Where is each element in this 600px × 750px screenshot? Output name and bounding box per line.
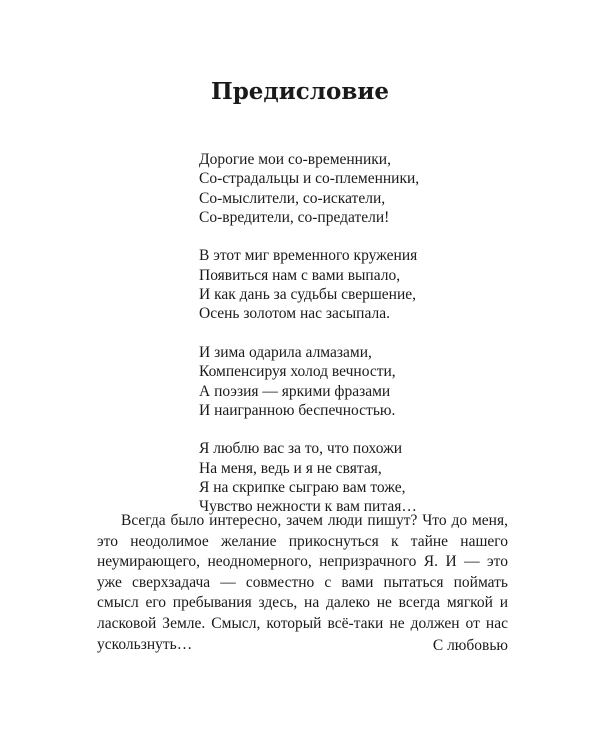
poem-line: И наигранною беспечностью. — [199, 401, 396, 419]
poem-line: Чувство нежности к вам питая… — [199, 498, 417, 516]
page-title: Предисловие — [210, 78, 390, 105]
poem-line: И как дань за судьбы свершение, — [199, 286, 417, 304]
poem — [199, 150, 519, 536]
poem-line: Я люблю вас за то, что похожи — [199, 440, 403, 458]
poem-line: На меня, ведь и я не святая, — [199, 459, 382, 477]
poem-line: Осень золотом нас засыпала. — [199, 305, 390, 323]
poem-line: А поэзия — яркими фразами — [199, 382, 391, 400]
poem-stanza-3 — [199, 343, 519, 420]
poem-stanza-4 — [199, 439, 519, 516]
poem-stanza-1 — [199, 150, 519, 227]
signature: С любовью — [432, 637, 508, 654]
preface-paragraph: Всегда было интересно, зачем люди пишут? Что до меня, это неодолимое желание прикоснуться к тайне нашего неумирающего, неодномерного, непризрачного Я. И — это уже сверхзадача — совместно с вами пытаться поймать смысл его пребывания здесь, на далеко не всегда мягкой и ласковой Земле. Смысл, который всё-таки не должен от нас ускользнуть… — [97, 512, 508, 653]
poem-line: Со-вредители, со-предатели! — [199, 208, 390, 226]
poem-line: Я на скрипке сыграю вам тоже, — [199, 479, 406, 497]
poem-line: И зима одарила алмазами, — [199, 343, 372, 361]
poem-line: В этот миг временного кружения — [199, 247, 418, 265]
poem-line: Со-мыслители, со-искатели, — [199, 189, 386, 207]
poem-line: Компенсируя холод вечности, — [199, 363, 396, 381]
poem-stanza-2 — [199, 246, 519, 323]
poem-line: Со-страдальцы и со-племенники, — [199, 170, 420, 188]
poem-line: Дорогие мои со-временники, — [199, 151, 391, 168]
poem-line: Появиться нам с вами выпало, — [199, 266, 401, 284]
